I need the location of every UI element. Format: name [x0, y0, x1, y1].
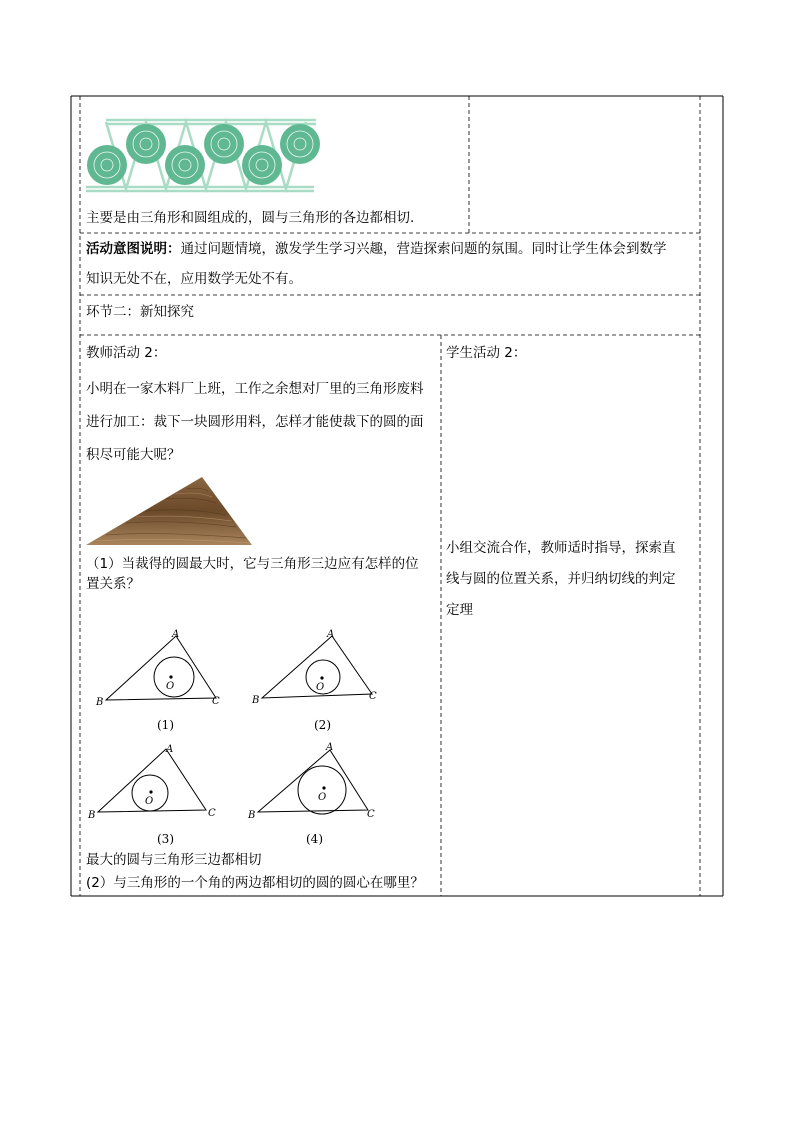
- conclusion: 最大的圆与三角形三边都相切: [86, 852, 262, 868]
- figure-1: [94, 628, 234, 718]
- figure-4: [246, 740, 386, 830]
- figure-3: [86, 740, 226, 830]
- pattern-description: 主要是由三角形和圆组成的，圆与三角形的各边都相切.: [86, 210, 415, 226]
- intent-line-1: [86, 234, 667, 264]
- fig2-label-o: O: [316, 682, 325, 693]
- fig3-label-b: B: [88, 810, 96, 821]
- student-line-2: 线与圆的位置关系，并归纳切线的判定: [446, 571, 676, 587]
- pattern-circles: [87, 124, 320, 185]
- fig4-label-a: A: [326, 742, 334, 753]
- fig2-label-b: B: [252, 695, 260, 706]
- fig1-label-a: A: [172, 629, 180, 640]
- problem-line-1: 小明在一家木料厂上班，工作之余想对厂里的三角形废料: [86, 381, 424, 397]
- fig4-label-o: O: [318, 792, 327, 803]
- fig4-label-b: B: [248, 810, 256, 821]
- student-heading: 学生活动 2：: [446, 345, 527, 361]
- question-2: (2）与三角形的一个角的两边都相切的圆的圆心在哪里？: [86, 875, 424, 891]
- wood-triangle-image: [86, 477, 256, 547]
- question-1-line-2: 置关系？: [86, 576, 140, 592]
- fig4-label-c: C: [367, 809, 375, 820]
- intent-text-1: 通过问题情境，激发学生学习兴趣，营造探索问题的氛围。同时让学生体会到数学: [180, 241, 667, 257]
- fig1-label-b: B: [96, 697, 104, 708]
- figure-1-caption: (1): [157, 718, 174, 732]
- fig3-label-o: O: [145, 796, 154, 807]
- problem-line-2: 进行加工：裁下一块圆形用料，怎样才能使裁下的圆的面: [86, 414, 424, 430]
- figure-2-caption: (2): [314, 718, 331, 732]
- section-title: 环节二：新知探究: [86, 304, 194, 320]
- student-line-3: 定理: [446, 602, 473, 618]
- fig2-label-c: C: [369, 691, 377, 702]
- figure-2: [250, 628, 390, 718]
- teacher-heading: 教师活动 2：: [86, 345, 167, 361]
- circle-triangle-pattern: [86, 117, 326, 197]
- intent-label: 活动意图说明：: [86, 241, 181, 257]
- fig2-label-a: A: [327, 629, 335, 640]
- fig3-label-c: C: [208, 808, 216, 819]
- problem-line-3: 积尽可能大呢？: [86, 447, 181, 463]
- fig3-label-a: A: [166, 744, 174, 755]
- figure-3-caption: (3): [157, 832, 174, 846]
- fig1-label-c: C: [212, 696, 220, 707]
- figure-4-caption: (4): [306, 832, 323, 846]
- intent-line-2: 知识无处不在，应用数学无处不有。: [86, 271, 302, 287]
- fig1-label-o: O: [166, 681, 175, 692]
- question-1-line-1: （1）当裁得的圆最大时，它与三角形三边应有怎样的位: [86, 556, 419, 572]
- student-line-1: 小组交流合作，教师适时指导，探索直: [446, 540, 676, 556]
